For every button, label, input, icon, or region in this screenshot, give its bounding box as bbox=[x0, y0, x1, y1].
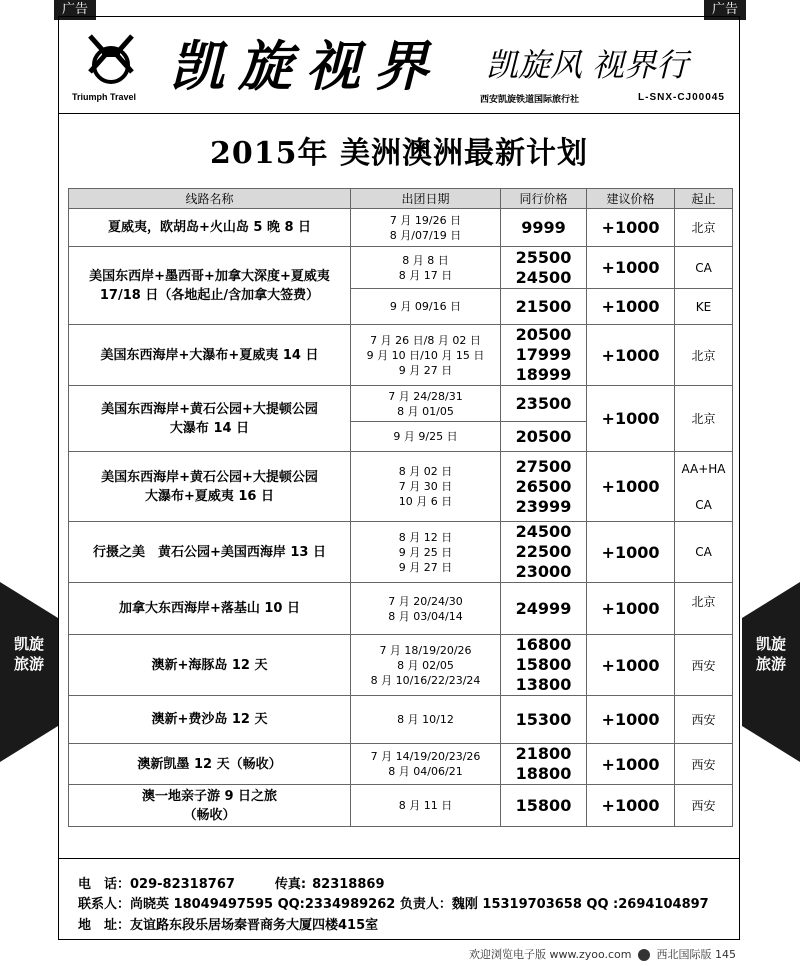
dates-cell bbox=[351, 744, 501, 785]
route-cell: 行摄之美 黄石公园+美国西海岸 13 日 bbox=[69, 522, 351, 583]
dates-cell bbox=[351, 386, 501, 422]
dates-cell bbox=[351, 325, 501, 386]
price-value: 16800 bbox=[515, 635, 572, 654]
route-line: （畅收） bbox=[183, 807, 236, 823]
table-row bbox=[69, 452, 733, 522]
route-line: 大瀑布 14 日 bbox=[169, 420, 250, 436]
date-line: 7 月 30 日 bbox=[398, 480, 453, 493]
departure-cell: 北京 bbox=[675, 325, 733, 386]
suggested-price-cell: +1000 bbox=[587, 247, 675, 289]
route-cell bbox=[69, 452, 351, 522]
price-value: 23000 bbox=[515, 562, 572, 581]
price-value: 24500 bbox=[515, 267, 572, 287]
address-value: 友谊路东段乐居场秦晋商务大厦四楼415室 bbox=[130, 918, 379, 933]
dates-cell bbox=[351, 247, 501, 289]
price-value: 24999 bbox=[515, 598, 572, 618]
date-line: 10 月 6 日 bbox=[398, 495, 453, 508]
dates-cell bbox=[351, 785, 501, 827]
suggested-price-cell: +1000 bbox=[587, 522, 675, 583]
suggested-price-cell: +1000 bbox=[587, 209, 675, 247]
suggested-price-cell: +1000 bbox=[587, 696, 675, 744]
slogan: 凯旋风 视界行 bbox=[486, 46, 689, 84]
fax-label: 传真: bbox=[274, 877, 307, 892]
phone-number: 029-82318767 bbox=[130, 877, 235, 892]
trade-price-cell bbox=[501, 289, 587, 325]
route-cell: 澳新+海豚岛 12 天 bbox=[69, 635, 351, 696]
date-line: 8 月 02 日 bbox=[398, 465, 453, 478]
trade-price-cell bbox=[501, 452, 587, 522]
contact-label: 联系人： bbox=[78, 897, 131, 912]
departure-cell: KE bbox=[675, 289, 733, 325]
price-value: 21500 bbox=[515, 296, 572, 316]
date-line: 8 月 8 日 bbox=[402, 253, 449, 267]
route-cell bbox=[69, 386, 351, 452]
date-line: 8 月/07/19 日 bbox=[389, 228, 462, 242]
header-trade-price: 同行价格 bbox=[501, 189, 587, 209]
footer-badge-icon bbox=[638, 949, 650, 961]
table-row bbox=[69, 209, 733, 247]
date-line: 8 月 01/05 bbox=[397, 404, 454, 418]
route-cell bbox=[69, 247, 351, 325]
price-value: 20500 bbox=[515, 426, 572, 446]
trade-price-cell bbox=[501, 785, 587, 827]
date-line: 9 月 9/25 日 bbox=[393, 430, 458, 443]
trade-price-cell bbox=[501, 247, 587, 289]
table-row bbox=[69, 744, 733, 785]
trade-price-cell bbox=[501, 209, 587, 247]
trade-price-cell bbox=[501, 635, 587, 696]
page-title: 2015年 美洲澳洲最新计划 bbox=[210, 136, 588, 171]
date-line: 8 月 12 日 bbox=[398, 530, 453, 544]
side-text-right: 凯旋旅游 bbox=[756, 635, 787, 673]
date-line: 8 月 17 日 bbox=[398, 268, 453, 282]
trade-price-cell bbox=[501, 325, 587, 386]
suggested-price-cell: +1000 bbox=[587, 635, 675, 696]
table-row bbox=[69, 635, 733, 696]
dates-cell bbox=[351, 635, 501, 696]
price-value: 23999 bbox=[515, 496, 572, 516]
departure-cell: 西安 bbox=[675, 785, 733, 827]
route-line: 17/18 日（各地起止/含加拿大签费） bbox=[99, 287, 320, 303]
fax-number: 82318869 bbox=[312, 877, 385, 892]
contact-person: 尚晓英 18049497595 QQ:2334989262 bbox=[130, 897, 396, 912]
departure-cell: 北京 bbox=[675, 386, 733, 452]
date-line: 8 月 10/12 bbox=[397, 713, 454, 726]
departure-cell: 北京 bbox=[675, 209, 733, 247]
price-value: 25500 bbox=[515, 247, 572, 267]
date-line: 7 月 14/19/20/23/26 bbox=[370, 750, 481, 763]
departure-cell bbox=[675, 452, 733, 522]
header-suggested-price: 建议价格 bbox=[587, 189, 675, 209]
departure-cell: CA bbox=[675, 522, 733, 583]
route-cell: 美国东西海岸+大瀑布+夏威夷 14 日 bbox=[69, 325, 351, 386]
header-departure: 起止 bbox=[675, 189, 733, 209]
price-value: 21800 bbox=[515, 744, 572, 763]
address-label: 地 址： bbox=[78, 918, 131, 933]
route-cell: 澳新凯墨 12 天（畅收） bbox=[69, 744, 351, 785]
departure-line: CA bbox=[695, 497, 712, 512]
address-line bbox=[78, 914, 378, 933]
itinerary-table bbox=[68, 188, 733, 827]
table-row bbox=[69, 696, 733, 744]
route-cell bbox=[69, 785, 351, 827]
contact-person-line bbox=[78, 893, 709, 912]
dates-cell bbox=[351, 452, 501, 522]
price-value: 26500 bbox=[515, 476, 572, 496]
trade-price-cell bbox=[501, 522, 587, 583]
departure-cell: 西安 bbox=[675, 744, 733, 785]
table-row bbox=[69, 785, 733, 827]
dates-cell bbox=[351, 696, 501, 744]
departure-cell: 北京 bbox=[675, 583, 733, 635]
route-line: 美国东西岸+墨西哥+加拿大深度+夏威夷 bbox=[89, 268, 330, 284]
date-line: 7 月 24/28/31 bbox=[388, 389, 463, 403]
dates-cell bbox=[351, 422, 501, 452]
triumph-logo-icon bbox=[84, 32, 138, 86]
table-row bbox=[69, 386, 733, 422]
price-value: 24500 bbox=[515, 522, 572, 541]
table-row bbox=[69, 247, 733, 289]
contact-section bbox=[58, 858, 740, 940]
price-value: 17999 bbox=[515, 345, 572, 364]
price-value: 20500 bbox=[515, 325, 572, 344]
route-line: 澳一地亲子游 9 日之旅 bbox=[141, 788, 278, 804]
date-line: 7 月 26 日/8 月 02 日 bbox=[370, 333, 481, 347]
date-line: 9 月 10 日/10 月 15 日 bbox=[366, 348, 485, 362]
dates-cell bbox=[351, 583, 501, 635]
departure-cell: CA bbox=[675, 247, 733, 289]
trade-price-cell bbox=[501, 386, 587, 422]
route-cell: 加拿大东西海岸+落基山 10 日 bbox=[69, 583, 351, 635]
departure-cell: 西安 bbox=[675, 635, 733, 696]
header-route: 线路名称 bbox=[69, 189, 351, 209]
price-value: 22500 bbox=[515, 542, 572, 561]
date-line: 8 月 02/05 bbox=[397, 658, 454, 672]
suggested-price-cell: +1000 bbox=[587, 583, 675, 635]
suggested-price-cell: +1000 bbox=[587, 289, 675, 325]
dates-cell bbox=[351, 209, 501, 247]
price-value: 15300 bbox=[515, 709, 572, 729]
trade-price-cell bbox=[501, 696, 587, 744]
company-name: 西安凯旋铁道国际旅行社 bbox=[480, 95, 580, 105]
date-line: 9 月 25 日 bbox=[398, 545, 453, 559]
date-line: 8 月 03/04/14 bbox=[388, 609, 463, 623]
manager-info: 魏刚 15319703658 QQ :2694104897 bbox=[451, 897, 709, 912]
page-number: 145 bbox=[715, 948, 736, 961]
table-row bbox=[69, 325, 733, 386]
page-footer bbox=[469, 946, 736, 962]
trade-price-cell bbox=[501, 422, 587, 452]
route-line: 美国东西海岸+黄石公园+大提顿公园 bbox=[101, 401, 318, 417]
route-cell: 夏威夷，欧胡岛+火山岛 5 晚 8 日 bbox=[69, 209, 351, 247]
table-header-row bbox=[69, 189, 733, 209]
price-value: 9999 bbox=[521, 217, 566, 237]
suggested-price-cell: +1000 bbox=[587, 452, 675, 522]
price-value: 15800 bbox=[515, 795, 572, 815]
date-line: 8 月 10/16/22/23/24 bbox=[370, 673, 481, 687]
footer-edition: 西北国际版 bbox=[656, 948, 712, 961]
suggested-price-cell: +1000 bbox=[587, 785, 675, 827]
date-line: 9 月 09/16 日 bbox=[389, 300, 462, 313]
date-line: 8 月 11 日 bbox=[398, 799, 453, 812]
suggested-price-cell: +1000 bbox=[587, 325, 675, 386]
table-row bbox=[69, 583, 733, 635]
header-dates: 出团日期 bbox=[351, 189, 501, 209]
header bbox=[58, 16, 740, 114]
route-cell: 澳新+费沙岛 12 天 bbox=[69, 696, 351, 744]
ad-label-left: 广告 bbox=[54, 0, 96, 20]
table-row bbox=[69, 522, 733, 583]
trade-price-cell bbox=[501, 744, 587, 785]
logo-caption: Triumph Travel bbox=[72, 92, 137, 102]
price-value: 15800 bbox=[515, 655, 572, 674]
date-line: 7 月 20/24/30 bbox=[388, 594, 463, 608]
manager-label: 负责人： bbox=[399, 897, 452, 912]
phone-label: 电 话： bbox=[78, 877, 131, 892]
brand-calligraphy: 凯旋视界 bbox=[170, 34, 442, 98]
departure-line: AA+HA bbox=[681, 461, 726, 476]
side-text-left: 凯旋旅游 bbox=[14, 635, 45, 673]
date-line: 7 月 18/19/20/26 bbox=[379, 643, 472, 657]
suggested-price-cell: +1000 bbox=[587, 386, 675, 452]
suggested-price-cell: +1000 bbox=[587, 744, 675, 785]
price-value: 27500 bbox=[515, 456, 572, 476]
date-line: 9 月 27 日 bbox=[398, 560, 453, 574]
dates-cell bbox=[351, 522, 501, 583]
trade-price-cell bbox=[501, 583, 587, 635]
route-line: 美国东西海岸+黄石公园+大提顿公园 bbox=[101, 469, 318, 485]
date-line: 8 月 04/06/21 bbox=[388, 765, 463, 778]
date-line: 7 月 19/26 日 bbox=[389, 213, 462, 227]
phone-line bbox=[78, 873, 385, 892]
dates-cell bbox=[351, 289, 501, 325]
price-value: 23500 bbox=[515, 393, 572, 413]
price-value: 13800 bbox=[515, 675, 572, 694]
footer-website: 欢迎浏览电子版 www.zyoo.com bbox=[468, 948, 632, 961]
license-number: L-SNX-CJ00045 bbox=[638, 92, 725, 103]
route-line: 大瀑布+夏威夷 16 日 bbox=[144, 488, 275, 504]
date-line: 9 月 27 日 bbox=[398, 363, 453, 377]
price-value: 18800 bbox=[515, 764, 572, 783]
departure-cell: 西安 bbox=[675, 696, 733, 744]
price-value: 18999 bbox=[515, 365, 572, 384]
ad-label-right: 广告 bbox=[704, 0, 746, 20]
